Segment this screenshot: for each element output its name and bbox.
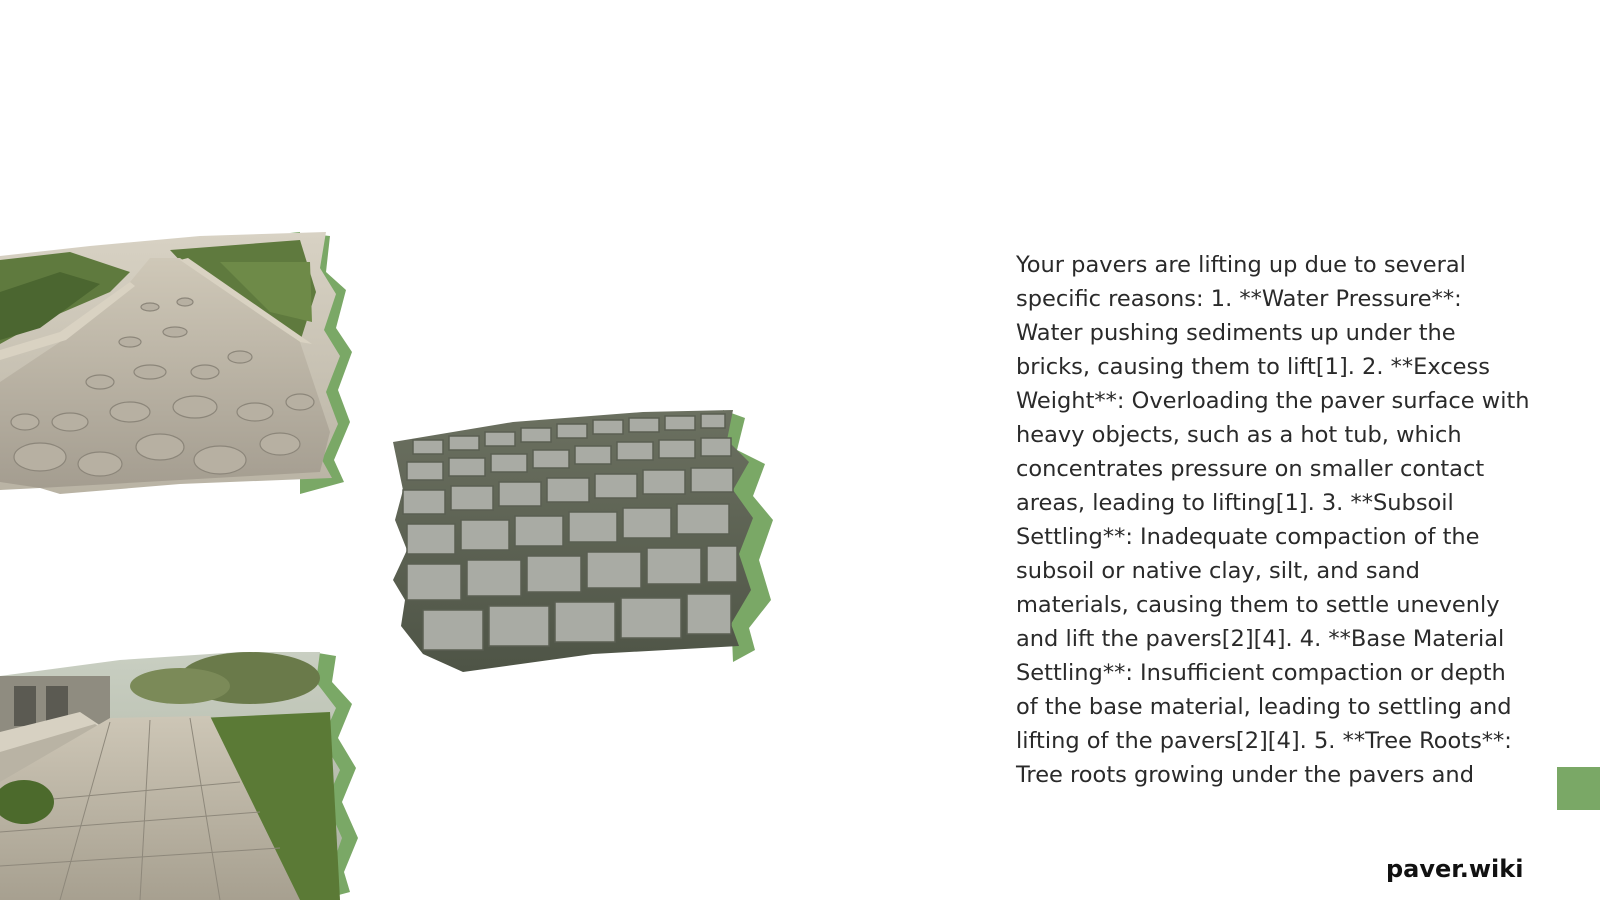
answer-text: Your pavers are lifting up due to several specific reasons: 1. **Water Pressure**: Water pushing sediments up under the bricks, causing them to lift[1]. 2. **Excess Weight**: Overloading the paver surface with heavy objects, such as a hot tub, which concentrates pressure on smaller contact areas, leading to lifting[1]. 3. **Subsoil Settling**: Inadequate compaction of the subsoil or native clay, silt, and sand materials, causing them to settle unevenly and lift the pavers[2][4]. 4. **Base Material Settling**: Insufficient compaction or depth of the base material, leading to settling and lifting of the pavers[2][4]. 5. **Tree Roots**: Tree roots growing under the pavers and <box>1016 252 1530 788</box>
square-pavers-photo <box>393 410 775 678</box>
cobblestone-path-photo <box>0 232 352 494</box>
stone-patio-illustration <box>0 652 360 900</box>
cobblestone-path-illustration <box>0 232 352 494</box>
brand-name: paver.wiki <box>1386 855 1524 883</box>
accent-block <box>1557 767 1600 810</box>
stone-patio-photo <box>0 652 360 900</box>
square-pavers-illustration <box>393 410 775 678</box>
